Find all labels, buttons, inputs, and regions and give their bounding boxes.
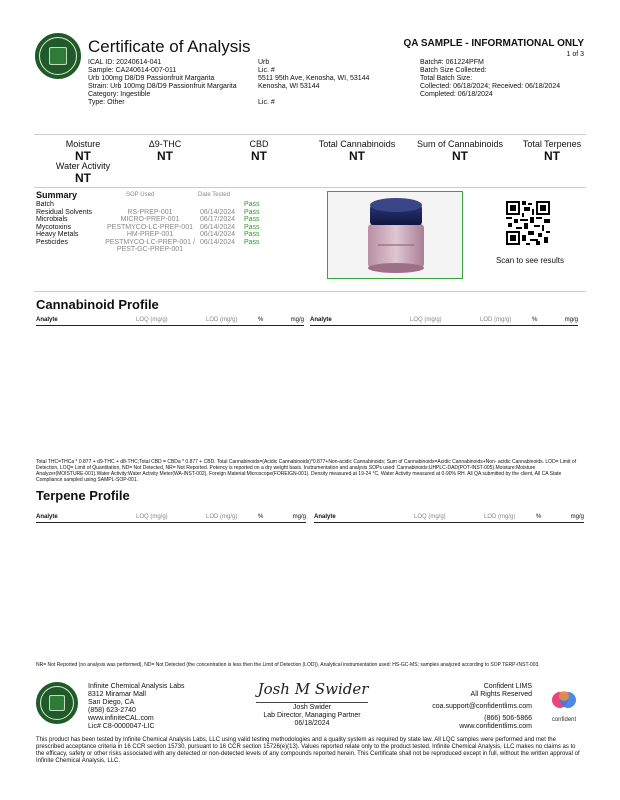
qa-banner: QA SAMPLE - INFORMATIONAL ONLY	[403, 38, 584, 49]
disclaimer: This product has been tested by Infinite Chemical Analysis Labs, LLC using valid testing methodologies and a quality system as required by state law. All LQC samples were performed and met the prescribed acceptance criteria in 16 CCR section 15730, pursuant to 16 CCR section 15726(e)(13). Values reported relate only to the product tested. Infinite Chemical Analysis, LLC makes no claims as to the efficacy, safety or other risks associated with any detected or non-detected levels of any compounds reported herein. This Certificate shall not be reproduced except in full, without the written approval of Infinite Chemical Analysis, LLC.	[36, 737, 580, 764]
lab-address-2: San Diego, CA	[88, 699, 135, 706]
signer-date: 06/18/2024	[294, 720, 330, 727]
stat-moisture: Moisture NT	[65, 139, 101, 163]
qr-code[interactable]	[506, 201, 550, 245]
sample-info	[88, 59, 258, 107]
confident-name: Confident LIMS	[483, 683, 532, 690]
collected-received: Collected: 06/18/2024; Received: 06/18/2024	[420, 83, 561, 90]
strain: Strain: Urb 100mg D8/D9 Passionfruit Margarita	[88, 83, 237, 90]
lab-address-1: 8312 Miramar Mall	[88, 691, 146, 698]
signature: Josh M Swider	[257, 680, 369, 698]
client-license: Lic. #	[258, 67, 275, 74]
ical-id: ICAL ID: 20240614-041	[88, 59, 162, 66]
lab-website[interactable]: www.infiniteCAL.com	[88, 715, 154, 722]
cannabinoid-header-right: Analyte LOQ (mg/g) LOD (mg/g) % mg/g	[310, 316, 578, 326]
total-batch-size: Total Batch Size:	[420, 75, 473, 82]
signer-block	[240, 704, 384, 728]
summary-row: Residual Solvents RS-PREP-001 06/14/2024 Pass	[36, 208, 260, 216]
terpene-title: Terpene Profile	[36, 488, 130, 503]
stat-total-terpenes: Total Terpenes NT	[522, 139, 582, 163]
page-title: Certificate of Analysis	[88, 37, 251, 56]
terpene-footnote: NR= Not Reported (no analysis was performed), ND= Not Detected (the concentration is less then the Limit of Detection (LOD)). Analytical instrumentation used: HS-GC-MS; samples analyzed according to SOP TERP-INST-003.	[36, 662, 540, 668]
confident-email[interactable]: coa.support@confidentlims.com	[432, 703, 532, 710]
client-license-2: Lic. #	[258, 99, 275, 106]
page-number: 1 of 3	[566, 51, 584, 58]
category: Category: Ingestible	[88, 91, 151, 98]
signer-role: Lab Director, Managing Partner	[263, 712, 361, 719]
signature-line	[256, 702, 368, 703]
stat-cbd: CBD NT	[249, 139, 269, 163]
confident-phone: (866) 506-5866	[484, 715, 532, 722]
divider	[34, 291, 586, 292]
batch-number: Batch#: 061224PFM	[420, 59, 484, 66]
confident-website[interactable]: www.confidentlims.com	[459, 723, 532, 730]
product-photo	[327, 191, 463, 279]
completed-date: Completed: 06/18/2024	[420, 91, 493, 98]
client-address-1: 5511 95th Ave, Kenosha, WI, 53144	[258, 75, 370, 82]
confident-logo-text: confident	[551, 717, 577, 723]
terpene-header-right: Analyte LOQ (mg/g) LOD (mg/g) % mg/g	[314, 513, 584, 523]
sample-id: Sample: CA240614-007-011	[88, 67, 177, 74]
divider	[34, 187, 586, 188]
lab-license: Lic# C8-0000047-LIC	[88, 723, 155, 730]
summary-col-sop: SOP Used	[126, 192, 155, 198]
summary-row: Batch Pass	[36, 201, 260, 208]
summary-col-date: Date Tested	[198, 192, 230, 198]
stat-d9-thc: Δ9-THC NT	[148, 139, 182, 163]
batch-info	[420, 59, 590, 99]
stat-water-activity: Water Activity NT	[55, 161, 111, 185]
lab-logo	[35, 33, 81, 79]
summary-row: PEST-GC-PREP-001	[116, 246, 184, 253]
divider	[34, 134, 586, 135]
lab-phone: (858) 623-2740	[88, 707, 136, 714]
summary-row: Microbials MICRO-PREP-001 06/17/2024 Pass	[36, 216, 260, 223]
client-name: Urb	[258, 59, 270, 66]
confident-logo	[546, 688, 582, 722]
confident-block	[400, 683, 532, 731]
client-address-2: Kenosha, WI 53144	[258, 83, 320, 90]
confident-rights: All Rights Reserved	[470, 691, 532, 698]
client-info	[258, 59, 398, 107]
qr-caption: Scan to see results	[495, 256, 565, 265]
stat-total-cannabinoids: Total Cannabinoids NT	[318, 139, 396, 163]
summary-row: Mycotoxins PESTMYCO-LC-PREP-001 06/14/2024 Pass	[36, 223, 260, 231]
cannabinoid-title: Cannabinoid Profile	[36, 297, 159, 312]
summary-title: Summary	[36, 190, 78, 200]
summary-row: Pesticides PESTMYCO-LC-PREP-001 / 06/14/2024 Pass	[36, 238, 260, 246]
lab-name: Infinite Chemical Analysis Labs	[88, 683, 185, 690]
lab-logo-footer	[36, 682, 78, 724]
cannabinoid-header-left: Analyte LOQ (mg/g) LOD (mg/g) % mg/g	[36, 316, 304, 326]
type: Type: Other	[88, 99, 125, 106]
summary-row: Heavy Metals HM-PREP-001 06/14/2024 Pass	[36, 231, 260, 238]
stat-sum-cannabinoids: Sum of Cannabinoids NT	[416, 139, 504, 163]
summary-table	[36, 201, 276, 254]
lab-contact	[88, 683, 238, 731]
cannabinoid-notes: Total THC=THCa * 0.877 + d9-THC + d8-THC;Total CBD = CBDa * 0.877 + CBD. Total Cannabinoids=(Acidic Cannabinoids)*0.877+Non-acidic Cannabinoids; Sum of Cannabinoids=Acidic Cannabinoids+Non- acidic Cannabinoids. LOD= Limit of Detection, LOQ= Limit of Quantitation, ND= Not Detected, NR= Not Reported. Potency is reported on a dry weight basis. Instrumentation and analysis SOPs used: Cannabinoids:UHPLC-DAD(POT-INST-005).Moisture:Moisture Analyzer(MOISTURE-001).Water Activity:Water Activity Meter(WA-INST-002), Foreign Material:Microscope(FOREIGN-001). Density measured at 19-24 °C, Water Activity measured at 0-90% RH. All QA submitted by the client, All CA State Compliance sampled using SAMPL-SOP-001.	[36, 459, 577, 483]
terpene-header-left: Analyte LOQ (mg/g) LOD (mg/g) % mg/g	[36, 513, 306, 523]
batch-size-collected: Batch Size Collected:	[420, 67, 487, 74]
signer-name: Josh Swider	[292, 704, 332, 711]
product-name: Urb 100mg D8/D9 Passionfruit Margarita	[88, 75, 215, 82]
